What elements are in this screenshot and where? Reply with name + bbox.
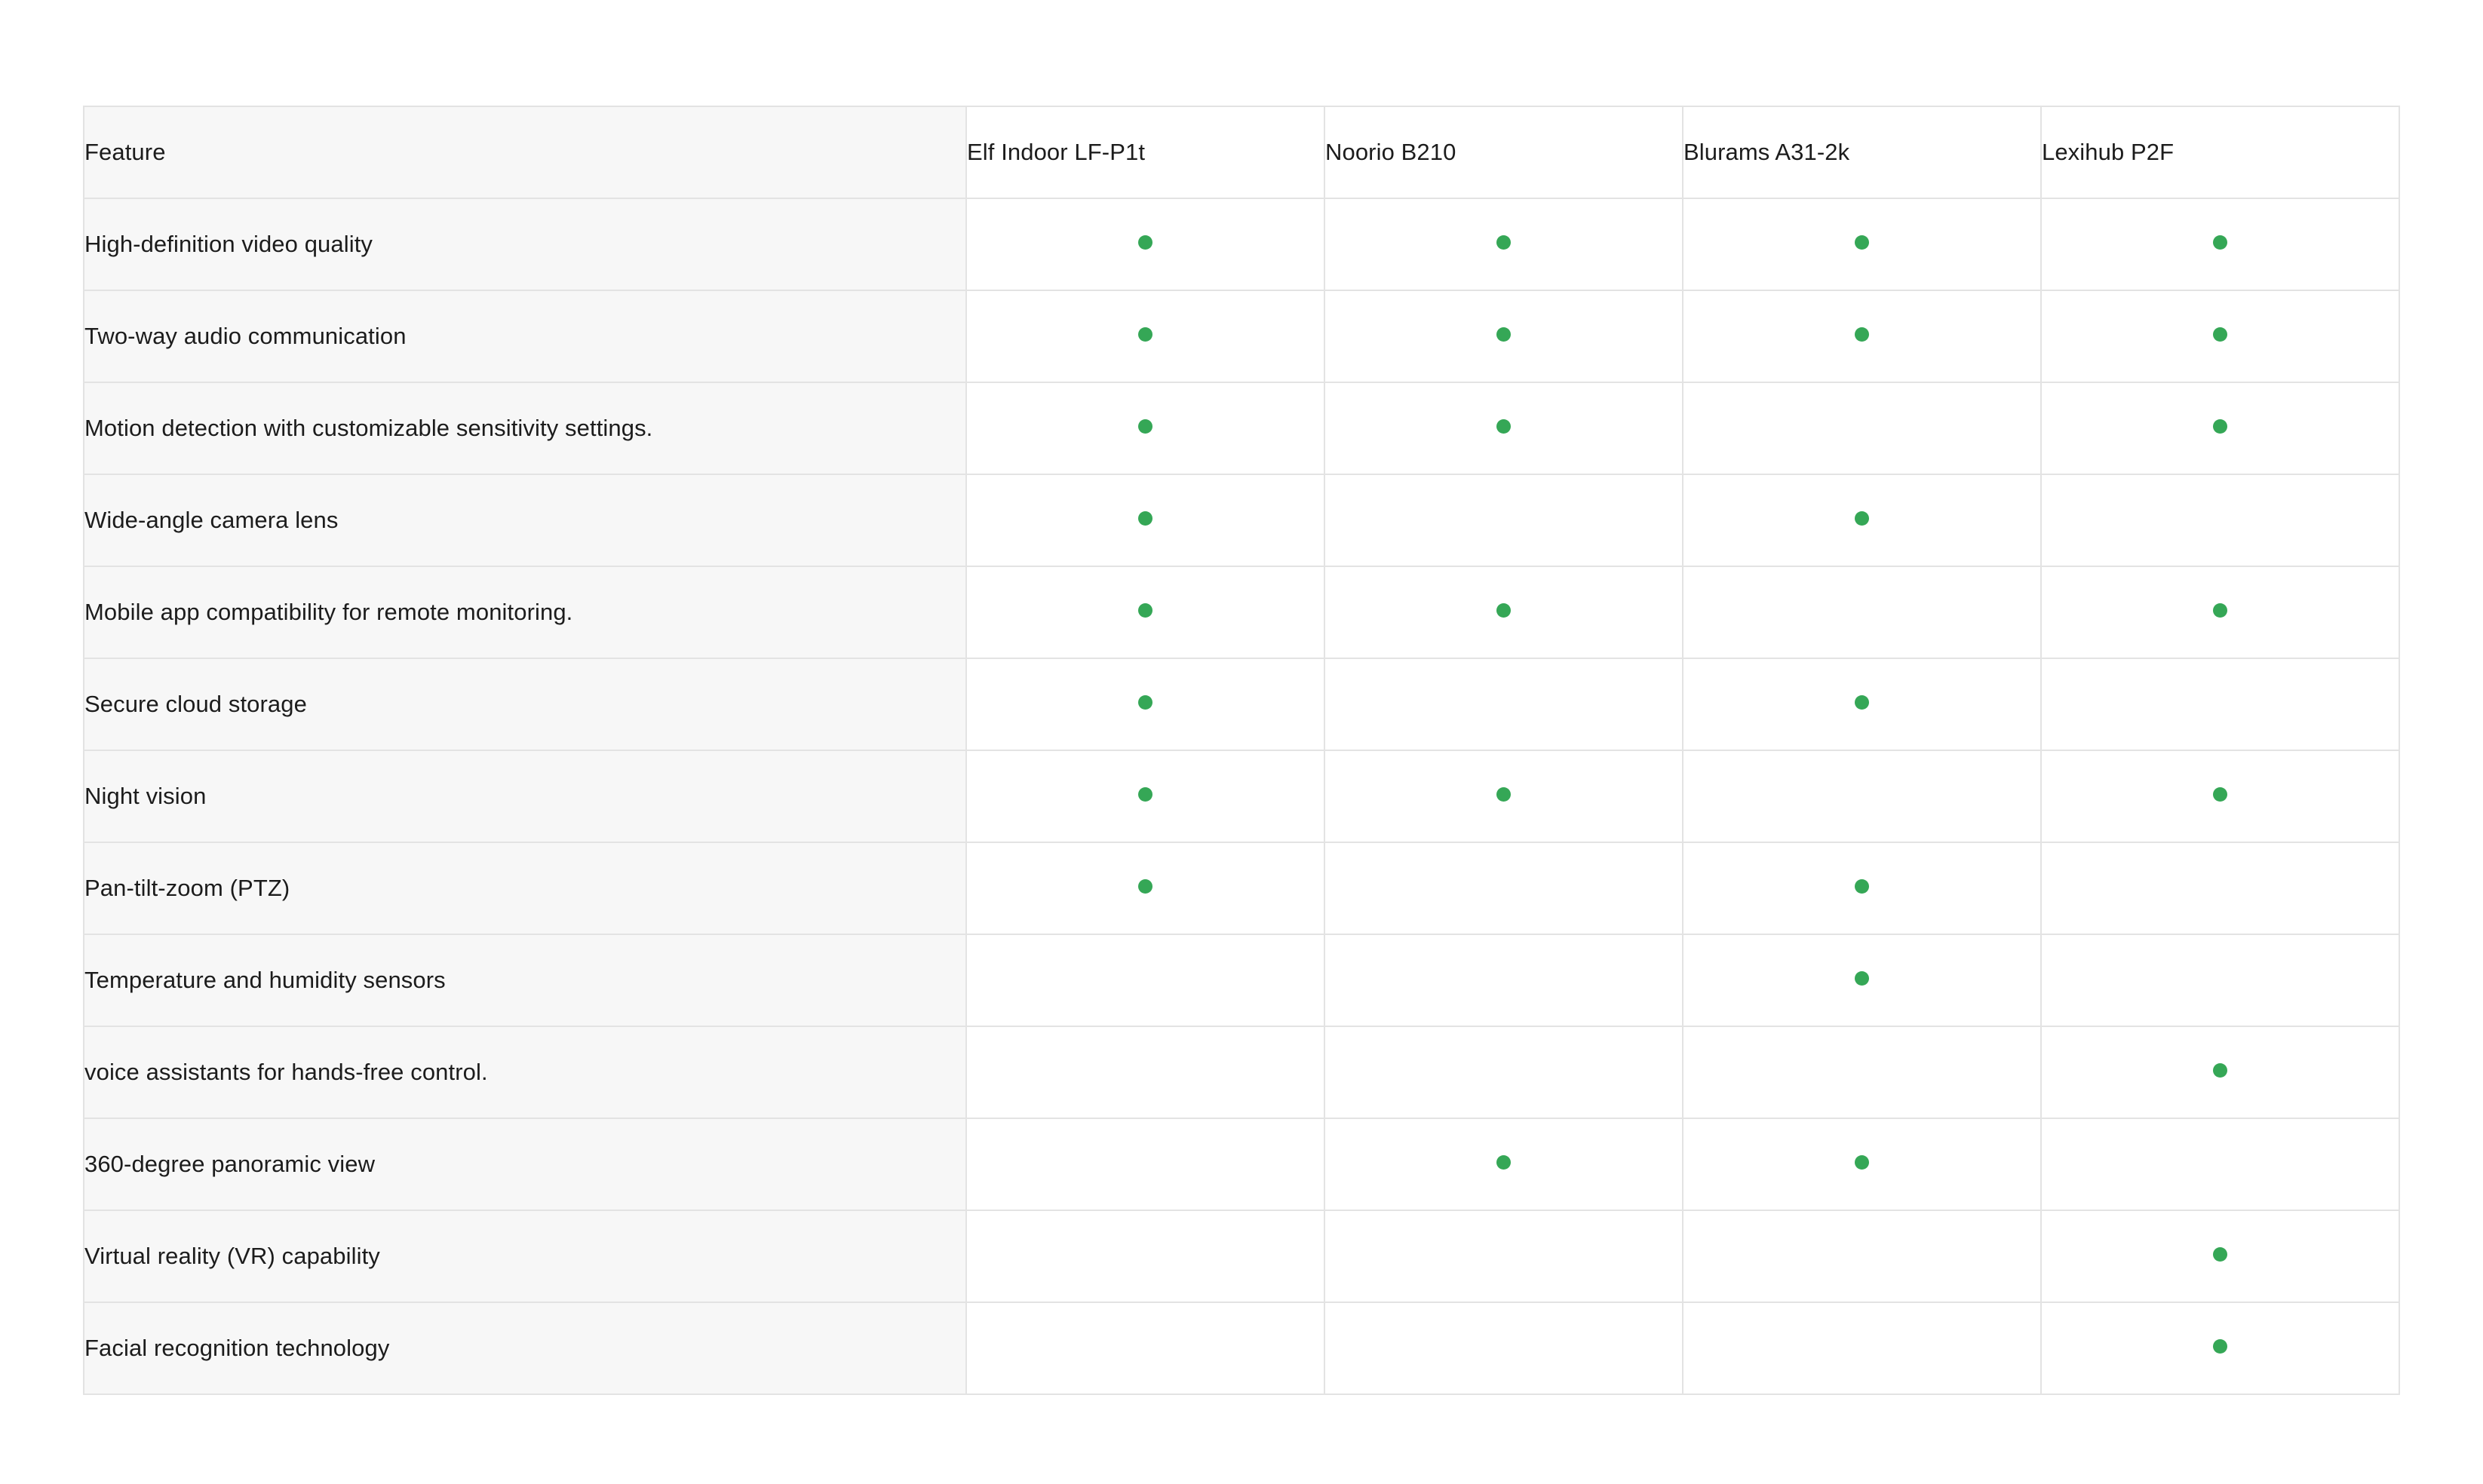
table-header-row — [84, 106, 2399, 198]
support-cell — [1324, 566, 1683, 658]
supported-dot-icon — [2213, 603, 2227, 618]
table-row — [84, 1210, 2399, 1302]
support-cell — [1324, 382, 1683, 474]
supported-dot-icon — [1496, 419, 1511, 434]
support-cell — [1683, 382, 2041, 474]
support-cell — [2041, 474, 2399, 566]
supported-dot-icon — [2213, 1063, 2227, 1078]
support-cell — [2041, 934, 2399, 1026]
feature-label: Motion detection with customizable sensitivity settings. — [84, 382, 966, 474]
supported-dot-icon — [1855, 327, 1869, 342]
support-cell — [1683, 934, 2041, 1026]
feature-label: Temperature and humidity sensors — [84, 934, 966, 1026]
support-cell — [1683, 842, 2041, 934]
supported-dot-icon — [1855, 971, 1869, 986]
supported-dot-icon — [1138, 235, 1152, 250]
support-cell — [2041, 1026, 2399, 1118]
supported-dot-icon — [1855, 1155, 1869, 1170]
support-cell — [1324, 750, 1683, 842]
support-cell — [1324, 1026, 1683, 1118]
support-cell — [1683, 658, 2041, 750]
support-cell — [2041, 750, 2399, 842]
support-cell — [966, 474, 1324, 566]
supported-dot-icon — [1496, 235, 1511, 250]
feature-label: Secure cloud storage — [84, 658, 966, 750]
supported-dot-icon — [1855, 879, 1869, 894]
table-row — [84, 566, 2399, 658]
supported-dot-icon — [1496, 1155, 1511, 1170]
feature-label: voice assistants for hands-free control. — [84, 1026, 966, 1118]
support-cell — [1324, 842, 1683, 934]
support-cell — [1324, 474, 1683, 566]
support-cell — [966, 1302, 1324, 1394]
feature-label: Mobile app compatibility for remote monitoring. — [84, 566, 966, 658]
support-cell — [1683, 1302, 2041, 1394]
support-cell — [966, 1118, 1324, 1210]
supported-dot-icon — [1138, 879, 1152, 894]
support-cell — [1683, 1210, 2041, 1302]
support-cell — [2041, 382, 2399, 474]
support-cell — [2041, 198, 2399, 290]
supported-dot-icon — [1138, 787, 1152, 802]
supported-dot-icon — [2213, 787, 2227, 802]
table-row — [84, 1026, 2399, 1118]
table-body — [84, 198, 2399, 1394]
supported-dot-icon — [2213, 235, 2227, 250]
supported-dot-icon — [2213, 1339, 2227, 1354]
support-cell — [1683, 474, 2041, 566]
supported-dot-icon — [1496, 603, 1511, 618]
table-header — [84, 106, 2399, 198]
feature-label: Virtual reality (VR) capability — [84, 1210, 966, 1302]
support-cell — [2041, 290, 2399, 382]
support-cell — [966, 1210, 1324, 1302]
support-cell — [1683, 566, 2041, 658]
supported-dot-icon — [1855, 511, 1869, 526]
feature-label: Two-way audio communication — [84, 290, 966, 382]
support-cell — [1683, 1118, 2041, 1210]
table-row — [84, 1118, 2399, 1210]
support-cell — [1683, 750, 2041, 842]
support-cell — [2041, 842, 2399, 934]
support-cell — [966, 290, 1324, 382]
supported-dot-icon — [1138, 695, 1152, 710]
supported-dot-icon — [1496, 787, 1511, 802]
feature-label: Wide-angle camera lens — [84, 474, 966, 566]
support-cell — [966, 566, 1324, 658]
feature-label: Pan-tilt-zoom (PTZ) — [84, 842, 966, 934]
column-header-feature: Feature — [84, 106, 966, 198]
support-cell — [1683, 1026, 2041, 1118]
column-header-product-1: Elf Indoor LF-P1t — [966, 106, 1324, 198]
column-header-product-4: Lexihub P2F — [2041, 106, 2399, 198]
feature-label: High-definition video quality — [84, 198, 966, 290]
support-cell — [966, 934, 1324, 1026]
supported-dot-icon — [2213, 419, 2227, 434]
supported-dot-icon — [1496, 327, 1511, 342]
column-header-product-2: Noorio B210 — [1324, 106, 1683, 198]
support-cell — [2041, 1302, 2399, 1394]
table-row — [84, 934, 2399, 1026]
support-cell — [966, 750, 1324, 842]
support-cell — [1324, 934, 1683, 1026]
supported-dot-icon — [1138, 419, 1152, 434]
table-row — [84, 290, 2399, 382]
support-cell — [1324, 1302, 1683, 1394]
support-cell — [2041, 566, 2399, 658]
table-row — [84, 750, 2399, 842]
support-cell — [2041, 1210, 2399, 1302]
support-cell — [1324, 290, 1683, 382]
support-cell — [2041, 658, 2399, 750]
supported-dot-icon — [2213, 327, 2227, 342]
support-cell — [2041, 1118, 2399, 1210]
table-row — [84, 1302, 2399, 1394]
table-row — [84, 474, 2399, 566]
support-cell — [1324, 1118, 1683, 1210]
feature-label: Night vision — [84, 750, 966, 842]
feature-comparison-table — [83, 106, 2400, 1395]
supported-dot-icon — [1138, 327, 1152, 342]
supported-dot-icon — [1138, 603, 1152, 618]
support-cell — [1324, 658, 1683, 750]
support-cell — [966, 1026, 1324, 1118]
support-cell — [966, 842, 1324, 934]
supported-dot-icon — [1855, 695, 1869, 710]
feature-label: 360-degree panoramic view — [84, 1118, 966, 1210]
table-row — [84, 382, 2399, 474]
supported-dot-icon — [1855, 235, 1869, 250]
feature-label: Facial recognition technology — [84, 1302, 966, 1394]
table-row — [84, 198, 2399, 290]
column-header-product-3: Blurams A31-2k — [1683, 106, 2041, 198]
table-row — [84, 842, 2399, 934]
support-cell — [966, 658, 1324, 750]
support-cell — [966, 198, 1324, 290]
support-cell — [1324, 1210, 1683, 1302]
supported-dot-icon — [2213, 1247, 2227, 1262]
support-cell — [1683, 198, 2041, 290]
table-row — [84, 658, 2399, 750]
support-cell — [1324, 198, 1683, 290]
supported-dot-icon — [1138, 511, 1152, 526]
support-cell — [966, 382, 1324, 474]
support-cell — [1683, 290, 2041, 382]
